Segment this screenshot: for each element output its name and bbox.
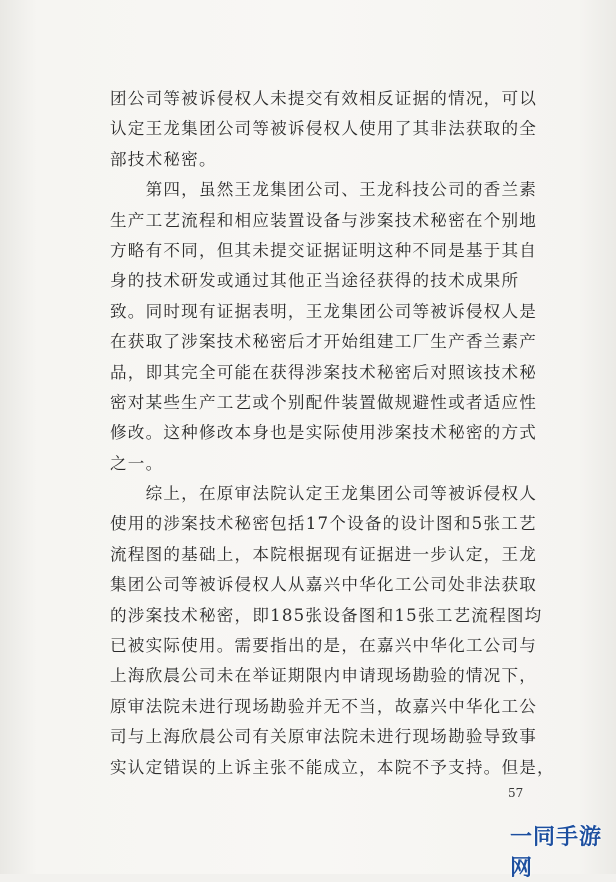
document-body — [110, 84, 555, 783]
page-number: 57 — [508, 786, 524, 800]
text-line: 司与上海欣晨公司有关原审法院未进行现场勘验导致事 — [110, 727, 538, 747]
text-line: 原审法院未进行现场勘验并无不当，故嘉兴中华化工公 — [110, 696, 538, 716]
text-line: 方略有不同，但其未提交证据证明这种不同是基于其自 — [110, 240, 538, 260]
text-line: 综上，在原审法院认定王龙集团公司等被诉侵权人 — [110, 484, 538, 504]
text-line: 品，即其完全可能在获得涉案技术秘密后对照该技术秘 — [110, 362, 538, 382]
text-line: 认定王龙集团公司等被诉侵权人使用了其非法获取的全 — [110, 119, 538, 139]
text-line: 密对某些生产工艺或个别配件装置做规避性或者适应性 — [110, 392, 538, 412]
text-line: 身的技术研发或通过其他正当途径获得的技术成果所 — [110, 271, 520, 291]
text-line: 修改。这种修改本身也是实际使用涉案技术秘密的方式 — [110, 423, 538, 443]
site-watermark — [510, 825, 610, 881]
text-line: 已被实际使用。需要指出的是，在嘉兴中华化工公司与 — [110, 636, 538, 656]
text-line: 第四，虽然王龙集团公司、王龙科技公司的香兰素 — [110, 180, 538, 200]
text-line: 流程图的基础上，本院根据现有证据进一步认定，王龙 — [110, 544, 538, 564]
text-line: 生产工艺流程和相应装置设备与涉案技术秘密在个别地 — [110, 210, 538, 230]
text-line: 致。同时现有证据表明，王龙集团公司等被诉侵权人是 — [110, 301, 538, 321]
text-line: 之一。 — [110, 453, 164, 473]
text-line: 在获取了涉案技术秘密后才开始组建工厂生产香兰素产 — [110, 332, 538, 352]
text-line: 部技术秘密。 — [110, 149, 217, 169]
text-line: 团公司等被诉侵权人未提交有效相反证据的情况，可以 — [110, 89, 538, 108]
watermark-text: 一同手游网 — [510, 825, 603, 881]
text-line: 使用的涉案技术秘密包括17个设备的设计图和5张工艺 — [110, 514, 537, 534]
text-line: 集团公司等被诉侵权人从嘉兴中华化工公司处非法获取 — [110, 575, 538, 595]
text-line: 的涉案技术秘密，即185张设备图和15张工艺流程图均 — [110, 605, 543, 625]
text-line: 上海欣晨公司未在举证期限内申请现场勘验的情况下， — [110, 666, 538, 686]
text-line: 实认定错误的上诉主张不能成立，本院不予支持。但是， — [110, 757, 555, 777]
